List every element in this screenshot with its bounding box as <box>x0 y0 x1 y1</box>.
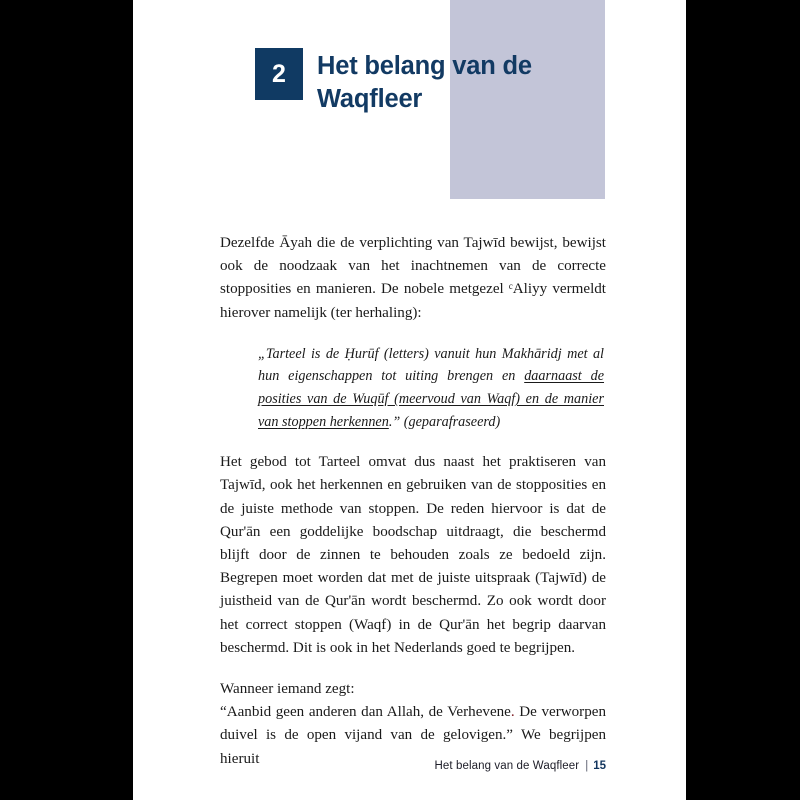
body-paragraph-2: Het gebod tot Tarteel omvat dus naast het praktiseren van Tajwīd, ook het herkennen en gebruiken van de stopposities en de juiste methode van stoppen. De reden hiervoor is dat de Qur'ān een goddelijke boodschap uitdraagt, die beschermd blijft door de zinnen te behouden zoals ze bedoeld zijn. Begrepen moet worden dat met de juiste uitspraak (Tajwīd) de juistheid van de Qur'ān wordt beschermd. Zo ook wordt door het correct stoppen (Waqf) in de Qur'ān het begrip daarvan beschermd. Dit is ook in het Nederlands goed te begrijpen. <box>220 454 606 656</box>
red-punctuation-mark: . <box>510 704 515 721</box>
chapter-title-line-1: Het belang van de <box>317 52 532 80</box>
chapter-title-line-2: Waqfleer <box>317 85 423 113</box>
chapter-header <box>133 0 686 215</box>
blockquote-underlined: daarnaast de posities van de Wuqūf (meervoud van Waqf) en de manier van stoppen herkennen <box>258 368 605 430</box>
footer-separator: | <box>585 760 589 772</box>
footer-chapter-title: Het belang van de Waqfleer <box>434 760 580 772</box>
quoted-saying-part-1: “Aanbid geen anderen dan Allah, de Verhevene <box>220 704 511 721</box>
chapter-number-box <box>255 48 303 100</box>
footer-page-number: 15 <box>593 760 606 772</box>
book-page <box>133 0 686 800</box>
blockquote-text <box>258 343 604 433</box>
body-paragraph-1: Dezelfde Āyah die de verplichting van Tajwīd bewijst, bewijst ook de noodzaak van het inachtnemen van de correcte stopposities en manieren. De nobele metgezel ᶜAliyy vermeldt hierover namelijk (ter herhaling): <box>220 235 606 321</box>
page-footer <box>133 756 686 774</box>
chapter-number: 2 <box>272 60 286 88</box>
blockquote-narration <box>220 343 606 433</box>
body-text-column <box>220 232 606 789</box>
blockquote-lead: „Tarteel is de Ḥurūf (letters) vanuit hun Makhāridj met al hun eigenschappen tot uiting brengen en <box>258 345 604 385</box>
quoted-saying-part-2: De verworpen duivel is de open vijand van de gelovigen.” We begrijpen hieruit <box>220 704 606 767</box>
chapter-title <box>317 50 617 116</box>
body-paragraph-3-lead: Wanneer iemand zegt: <box>220 681 355 698</box>
blockquote-tail: .” (geparafraseerd) <box>388 413 501 430</box>
